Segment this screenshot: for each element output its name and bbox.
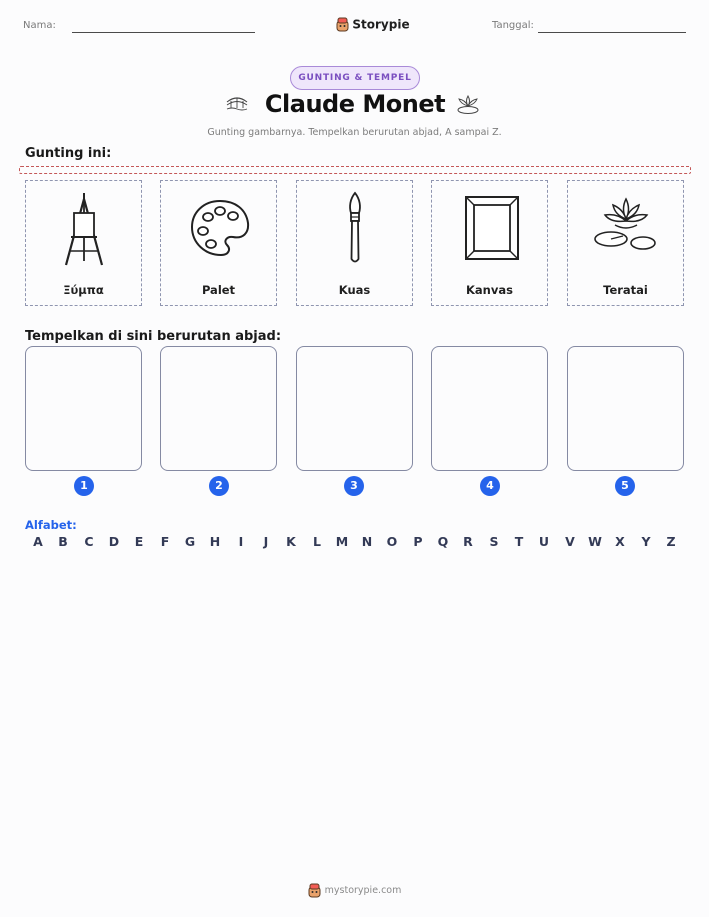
card-label: Teratai (603, 283, 648, 297)
cut-card-canvas[interactable] (431, 180, 548, 306)
date-field-line[interactable] (538, 32, 686, 33)
storypie-mascot-icon (336, 17, 349, 32)
bridge-doodle-icon (226, 93, 248, 111)
paintbrush-icon (325, 189, 385, 269)
alphabet-letter: L (313, 534, 321, 549)
alphabet-letter: K (286, 534, 296, 549)
water-lily-icon (593, 189, 659, 259)
storypie-mascot-icon (308, 883, 321, 898)
alphabet-letter: B (58, 534, 68, 549)
slot-number-badge: 2 (209, 476, 229, 496)
paste-section-heading: Tempelkan di sini berurutan abjad: (25, 329, 282, 344)
cut-section-heading: Gunting ini: (25, 146, 112, 161)
alphabet-letter: T (514, 534, 524, 549)
alphabet-letter: O (386, 534, 398, 549)
alphabet-letter: I (238, 534, 244, 549)
alphabet-letter: H (209, 534, 221, 549)
alphabet-letter: N (361, 534, 373, 549)
alphabet-letter: M (335, 534, 349, 549)
palette-icon (189, 189, 251, 269)
alphabet-letter: P (413, 534, 423, 549)
card-label: Kuas (338, 283, 371, 297)
alphabet-letter: G (184, 534, 196, 549)
alphabet-label: Alfabet: (25, 518, 77, 532)
card-label: Palet (201, 283, 236, 297)
slot-number-badge: 5 (615, 476, 635, 496)
cut-card-water-lily[interactable] (567, 180, 684, 306)
instructions: Gunting gambarnya. Tempelkan berurutan abjad, A sampai Z. (207, 127, 502, 138)
alphabet-letter: E (134, 534, 144, 549)
paste-slot-5[interactable] (567, 346, 684, 471)
easel-icon (54, 189, 114, 269)
alphabet-letter: A (33, 534, 43, 549)
alphabet-letter: U (538, 534, 550, 549)
slot-number-badge: 3 (344, 476, 364, 496)
card-label: Kanvas (466, 283, 513, 297)
footer-url[interactable]: mystorypie.com (324, 885, 402, 896)
alphabet-letter: X (615, 534, 625, 549)
paste-slot-4[interactable] (431, 346, 548, 471)
alphabet-letter: Y (641, 534, 651, 549)
footer (0, 880, 709, 899)
slot-number-badge: 1 (74, 476, 94, 496)
paste-slot-1[interactable] (25, 346, 142, 471)
name-field-line[interactable] (72, 32, 255, 33)
alphabet-letter: J (263, 534, 269, 549)
alphabet-letter: W (588, 534, 602, 549)
cut-line (19, 166, 691, 174)
paste-slot-3[interactable] (296, 346, 413, 471)
paste-slot-2[interactable] (160, 346, 277, 471)
cut-card-palette[interactable] (160, 180, 277, 306)
alphabet-letter: D (108, 534, 120, 549)
name-label: Nama: (23, 20, 56, 31)
alphabet-letter: Z (666, 534, 676, 549)
date-label: Tanggal: (492, 20, 534, 31)
alphabet-letter: R (463, 534, 473, 549)
card-label: Ξύμπα (63, 283, 104, 297)
alphabet-letter: S (489, 534, 499, 549)
activity-badge: GUNTING & TEMPEL (290, 66, 420, 90)
slot-number-badge: 4 (480, 476, 500, 496)
lotus-doodle-icon (455, 93, 481, 115)
brand-name: Storypie (352, 17, 410, 32)
cut-card-brush[interactable] (296, 180, 413, 306)
alphabet-letter: V (565, 534, 575, 549)
alphabet-letter: Q (437, 534, 449, 549)
brand-logo (323, 14, 423, 33)
worksheet-header (23, 14, 686, 44)
cut-card-easel[interactable] (25, 180, 142, 306)
alphabet-letter: C (84, 534, 94, 549)
page-title: Claude Monet (264, 90, 446, 118)
canvas-frame-icon (460, 189, 522, 269)
alphabet-letter: F (160, 534, 170, 549)
